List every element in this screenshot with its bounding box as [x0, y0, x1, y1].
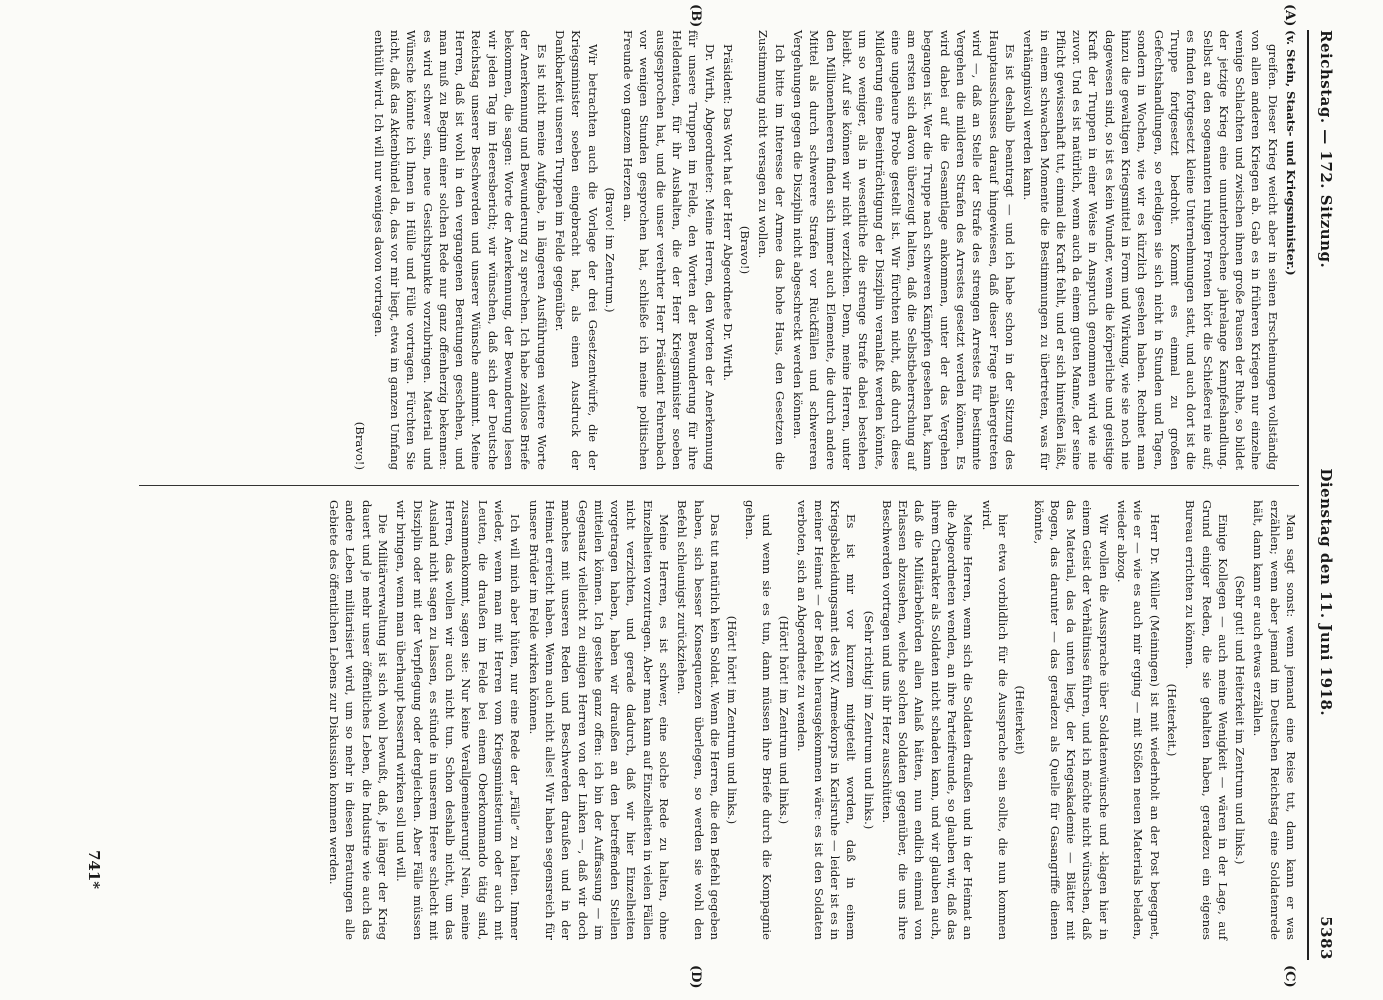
paragraph: Ich bitte im Interesse der Armee das hohe Haus, den Gesetzen die Zustimmung nicht versagen zu wollen. — [756, 30, 787, 470]
right-column — [324, 500, 1299, 940]
interjection: (Heiterkeit) — [1013, 685, 1028, 755]
page-number: 5383 — [1317, 916, 1335, 960]
interjection: (Hört! hört! im Zentrum und links.) — [777, 615, 792, 825]
header-left: Reichstag. — 172. Sitzung. — [1317, 30, 1335, 269]
interjection: (Heiterkeit.) — [1164, 683, 1179, 757]
paragraph: Die Militärverwaltung ist sich wohl bewußt, daß, je länger der Krieg dauert und je mehr unser öffentliches Leben, die Industrie wie auch das andere Leben militarisiert wird, um so mehr in diesen Beratungen alle Gebiete des öffentlichen Lebens zur Diskussion kommen werden. — [327, 500, 390, 940]
paragraph: Es ist deshalb beantragt — und ich habe schon in der Sitzung des Hauptausschusses darauf hingewiesen, daß dieser Frage nähergetreten wird —, daß an Stelle der Strafe des strengen Arrestes für bestimmte Vergehen die milderen Strafen des Arrestes gesetzt werden können. Es wird dabei auf die Gesamtlage ankommen, unter der das Vergehen begangen ist. Wer die Truppe nach schweren Kämpfen gesehen hat, kann am ersten sich davon überzeugt halten, daß die Selbstbeherrschung auf eine ungeheure Probe gestellt ist. Wir fürchten nicht, daß durch diese Milderung eine Beeinträchtigung der Disziplin veranlaßt werden könnte, um so weniger, als in wesentliche die strenge Strafe dabei bestehen bleibt. Auf sie können wir nicht verzichten. Denn, meine Herren, unter den Millionenheeren finden sich immer auch Elemente, die durch andere Mittel als durch schwerere Strafen vor Rückfällen und schwereren Vergehungen gegen die Disziplin nicht abgeschreckt werden können. — [791, 30, 1017, 470]
paragraph: Es ist nicht meine Aufgabe, in längeren Ausführungen weitere Worte der Anerkennung und Bewunderung zu sprechen. Ich habe zahllose Briefe bekommen, die sagen: Worte der Anerkennung, der Bewunderung lesen wir jeden Tag im Heeresbericht; wir wünschen, daß sich der Deutsche Reichstag unserer Beschwerden und unserer Wünsche annimmt. Meine Herren, daß ist wohl in den vergangenen Beratungen geschehen, und man muß zu Beginn einer solchen Rede nur ganz offenherzig bekennen: es wird schwer sein, neue Gesichtspunkte vorzubringen. Material und Wünsche könnte ich Ihnen in Hülle und Fülle vortragen. Fürchten Sie nicht, daß das Aktenbündel da, das vor mir liegt, etwa im ganzen Umfang enthüllt wird. Ich will nur weniges davon vortragen. — [371, 30, 549, 470]
interjection: (Hört! hört! im Zentrum und links.) — [725, 615, 740, 825]
interjection: (Bravo! im Zentrum.) — [602, 187, 617, 313]
paragraph: Man sagt sonst: wenn jemand eine Reise tut, dann kann er was erzählen; wenn aber jemand im Deutschen Reichstag eine Soldatenrede hält, dann kann er auch etwas erzählen. — [1251, 500, 1298, 940]
header-center: Dienstag den 11. Juni 1918. — [1317, 468, 1335, 717]
paragraph: Einige Kollegen — auch meine Wenigkeit — wären in der Lage, auf Grund einiger Reden, die sie gehalten haben, geradezu ein eigenes Bureau errichten zu können. — [1183, 500, 1230, 940]
paragraph: Wir betrachten auch die Vorlage der drei Gesetzentwürfe, die der Kriegsminister soeben eingebracht hat, als einen Ausdruck der Dankbarkeit unseren Truppen im Felde gegenüber. — [552, 30, 600, 470]
column-divider — [139, 485, 1299, 486]
left-column — [351, 30, 1299, 470]
interjection: (Bravo!) — [353, 421, 368, 470]
paragraph: Ich will mich aber hüten, nur eine Rede der „Fälle“ zu halten. Immer wieder, wenn man mit Herren vom Kriegsministerium oder auch mit Leuten, die draußen im Felde bei einem Oberkommando tätig sind, zusammenkommt, sagen sie: Nur keine Verallgemeinerung! Nein, meine Herren, das wollen wir auch nicht tun. Schon deshalb nicht, um das Ausland nicht sagen zu lassen, es stünde in unserem Heere schlecht mit Disziplin oder mit der Verpflegung oder dergleichen. Aber Fälle müssen wir bringen, wenn man überhaupt bessernd wirken soll und will. — [394, 500, 523, 940]
paragraph: und wenn sie es tun, dann müssen ihre Briefe durch die Kompagnie gehen. — [743, 500, 774, 940]
paragraph: Herr Dr. Müller (Meiningen) ist mit wiederholt an der Post begegnet, wie er — wie es auch mir erging — mit Stößen neuen Materials beladen, wieder abzog. — [1115, 500, 1162, 940]
interjection: (Sehr richtig! im Zentrum und links.) — [861, 610, 876, 830]
page-header — [1307, 30, 1343, 960]
paragraph: greifen. Dieser Krieg weicht aber in seinen Erscheinungen vollständig von allen anderen Kriegen ab. Gab es in früheren Kriegen nur einzelne wenige Schlachten und zwischen ihnen große Pausen der Ruhe, so bildet der jetzige Krieg eine ununterbrochene jahrelange Kampfeshandlung. Selbst an den sogenannten ruhigen Fronten hört die Schießerei nie auf; es finden fortgesetzt kleine Unternehmungen statt, und auch dort ist die Truppe fortgesetzt bedroht. Kommt es einmal zu großen Gefechtshandlungen, so erledigen sie sich nicht in Stunden und Tagen, sondern in Wochen, wie wir es kürzlich gesehen haben. Rechnet man hinzu die gewaltigen Kriegsmittel in Form und Wirkung, wie sie noch nie dagewesen sind, so ist es kein Wunder, wenn die körperliche und geistige Kraft der Truppen in einer Weise in Anspruch genommen wird wie nie zuvor. Und es ist natürlich, wenn auch da einem guten Manne, der seine Pflicht gewissenhaft tut, einmal die Kraft fehlt, und er sich hinreißen läßt, in einem schwachen Momente die Bestimmungen zu übertreten, was für verhängnisvoll werden kann. — [1021, 30, 1280, 470]
margin-letter-d: (D) — [688, 965, 703, 989]
margin-letter-a: (A) — [1282, 4, 1297, 27]
page-content — [43, 4, 1343, 989]
margin-letter-c: (C) — [1282, 965, 1297, 988]
paragraph: Es ist mir vor kurzem mitgeteilt worden, daß in einem Kriegsbekleidungsamt des XIV. Armeekorps in Karlsruhe — leider ist es in meiner Heimat — der Befehl herausgekommen wäre: es ist den Soldaten verboten, sich an Abgeordnete zu wenden. — [795, 500, 859, 940]
paragraph: Präsident: Das Wort hat der Herr Abgeordnete Dr. Wirth. — [720, 44, 735, 381]
paragraph: Das tut natürlich kein Soldat. Wenn die Herren, die den Befehl gegeben haben, sich besser Konsequenzen überlegen, so werden sie wohl den Befehl schleunigst zurückziehen. — [675, 500, 722, 940]
interjection: (Bravo!) — [738, 225, 753, 275]
signature-mark: 741* — [85, 850, 103, 890]
paragraph: hier etwa vorbildlich für die Aussprache sein sollte, die nun kommen wird. — [979, 500, 1010, 940]
speaker-line: (v. Stein, Staats- und Kriegsminister.) — [1284, 30, 1298, 276]
paragraph: Meine Herren, es ist schwer, eine solche Rede zu halten, ohne Einzelheiten vorzutragen. Aber man kann auf Einzelheiten in vielen Fällen nicht verzichten, und gerade dadurch, daß wir hier Einzelheiten vorgetragen haben, haben wir draußen an den betreffenden Stellen mitteilen können. Ich gestehe ganz offen: ich bin der Auffassung — im Gegensatz vielleicht zu einigen Herren von der Linken —, daß wir doch manches mit unseren Reden und Beschwerden draußen und in der Heimat erreicht haben. Wenn auch nicht alles! Wir haben segensreich für unsere Brüder im Felde wirken können. — [526, 500, 672, 940]
paragraph: Meine Herren, wenn sich die Soldaten draußen und in der Heimat an die Abgeordneten wenden, an ihre Parteifreunde, so glauben wir, daß das ihrem Charakter als Soldaten nicht schaden kann, und wir glauben auch, daß die Militärbehörden allen Anlaß hätten, nun endlich einmal von Erlassen abzusehen, welche solchen Soldaten gegenüber, die uns ihre Beschwerden vortragen und uns ihr Herz ausschütten. — [879, 500, 976, 940]
paragraph: Dr. Wirth, Abgeordneter: Meine Herren, den Worten der Anerkennung für unsere Truppen im Felde, den Worten der Bewunderung für ihre Heldentaten, für ihr Aushalten, die der Herr Kriegsminister soeben ausgesprochen hat, und die unser verehrter Herr Präsident Fehrenbach vor wenigen Stunden gesprochen hat, schließe ich meine politischen Freunde von ganzem Herzen an. — [621, 30, 717, 470]
paragraph: Wir wollen die Aussprache über Soldatenwünsche und -klagen hier in einem Geist der Verhältnisse führen, und ich möchte nicht wünschen, daß das Material, das da unten liegt, der Kriegsakademie — Blätter mit Bogen, das darunter — das geradezu als Quelle für Gasangriffe dienen könnte, — [1031, 500, 1111, 940]
margin-letter-b: (B) — [688, 4, 703, 28]
interjection: (Sehr gut! und Heiterkeit im Zentrum und links.) — [1233, 575, 1248, 865]
